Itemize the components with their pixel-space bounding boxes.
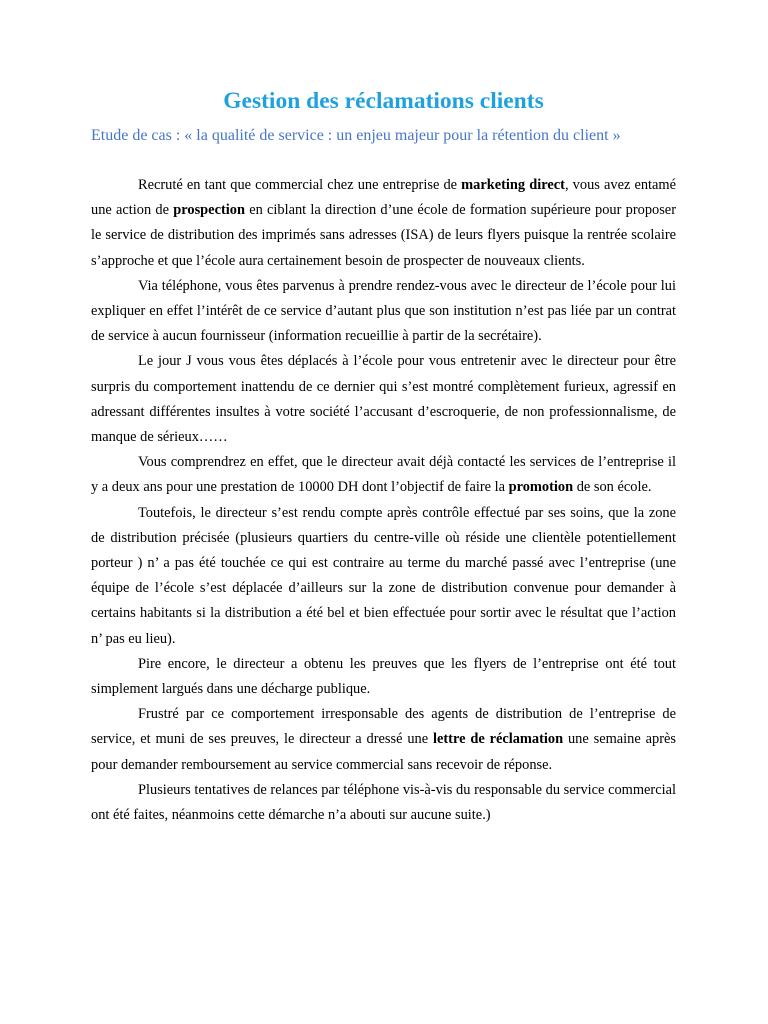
paragraph-8: Plusieurs tentatives de relances par téléphone vis-à-vis du responsable du service commercial ont été faites, néanmoins cette démarche n’a abouti sur aucune suite.) <box>91 781 676 824</box>
paragraph-text: , vous avez entamé une action de <box>91 177 677 219</box>
bold-term-promotion: promotion <box>508 479 574 496</box>
bold-term-marketing-direct: marketing direct <box>461 177 565 193</box>
paragraph-text: en ciblant la direction d’une école de formation supérieure pour proposer le service de distribution des imprimés sans adresses (ISA) de leurs flyers puisque la rentrée scolaire s’approche et que l’école aura certainement besoin de prospecter de nouveaux clients. <box>91 202 676 269</box>
bold-term-prospection: prospection <box>173 202 245 219</box>
case-study-subtitle: Etude de cas : « la qualité de service : un enjeu majeur pour la rétention du client » <box>91 127 621 144</box>
paragraph-text: Recruté en tant que commercial chez une entreprise de <box>138 177 462 193</box>
paragraph-5: Toutefois, le directeur s’est rendu compte après contrôle effectué par ses soins, que la zone de distribution précisée (plusieurs quartiers du centre-ville où réside une clientèle potentiellement porteur ) n’ a pas été touchée ce qui est contraire au terme du marché passé avec l’entreprise (une équipe de l’école s’est déplacée d’ailleurs sur la zone de distribution convenue pour demander à certains habitants si la distribution a été bel et bien effectuée pour sortir avec le résultat que l’action n’ pas eu lieu). <box>91 504 676 647</box>
paragraph-4 <box>91 450 676 500</box>
bold-term-lettre-de-reclamation: lettre de réclamation <box>432 731 564 748</box>
paragraph-text: de son école. <box>573 479 652 496</box>
paragraph-text: Frustré par ce comportement irresponsable des agents de distribution de l’entreprise de service, et muni de ses preuves, le directeur a dressé une <box>91 706 676 748</box>
paragraph-1 <box>91 173 676 274</box>
paragraph-text: Vous comprendrez en effet, que le directeur avait déjà contacté les services de l’entreprise il y a deux ans pour une prestation de 10000 DH dont l’objectif de faire la <box>91 454 676 496</box>
paragraph-3: Le jour J vous vous êtes déplacés à l’école pour vous entretenir avec le directeur pour être surpris du comportement inattendu de ce dernier qui s’est montré complètement furieux, agressif en adressant différentes insultes à votre société l’accusant d’escroquerie, de non professionnalisme, de manque de sérieux…… <box>91 353 676 446</box>
document-body <box>91 173 676 828</box>
paragraph-7 <box>91 702 676 778</box>
paragraph-6: Pire encore, le directeur a obtenu les preuves que les flyers de l’entreprise ont été tout simplement largués dans une décharge publique. <box>91 655 676 698</box>
paragraph-text: une semaine après pour demander remboursement au service commercial sans recevoir de réponse. <box>91 731 676 773</box>
document-title: Gestion des réclamations clients <box>223 88 544 114</box>
paragraph-2: Via téléphone, vous êtes parvenus à prendre rendez-vous avec le directeur de l’école pour lui expliquer en effet l’intérêt de ce service d’autant plus que son institution n’est pas liée par un contrat de service à aucun fournisseur (information recueillie à partir de la secrétaire). <box>91 277 676 345</box>
